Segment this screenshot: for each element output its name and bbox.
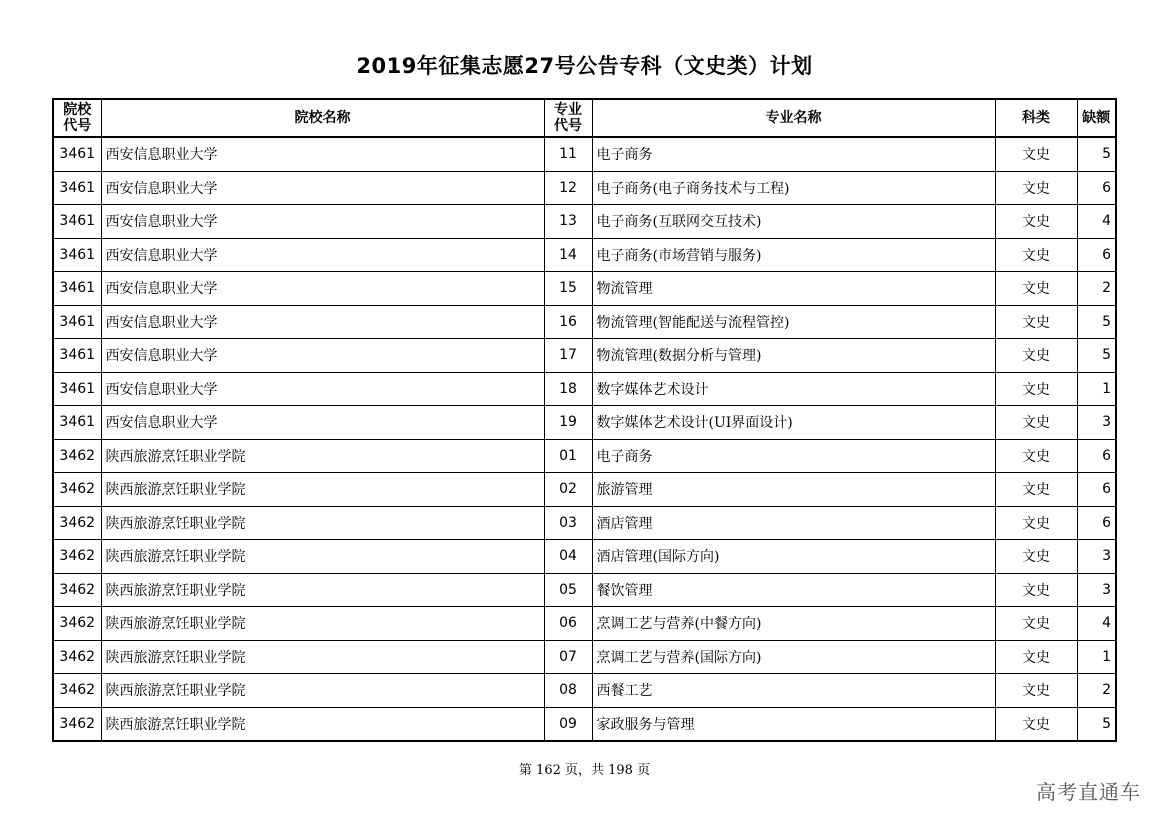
cell-school-name: 陕西旅游烹饪职业学院 — [101, 640, 544, 674]
cell-major-name: 旅游管理 — [592, 473, 995, 507]
cell-major-name: 家政服务与管理 — [592, 707, 995, 741]
table-row — [53, 238, 1116, 272]
cell-school-code: 3462 — [53, 674, 101, 708]
cell-school-name: 西安信息职业大学 — [101, 406, 544, 440]
cell-category: 文史 — [995, 406, 1077, 440]
cell-school-name: 西安信息职业大学 — [101, 137, 544, 171]
table-row — [53, 540, 1116, 574]
cell-school-code: 3462 — [53, 439, 101, 473]
table-row — [53, 305, 1116, 339]
cell-major-name: 酒店管理(国际方向) — [592, 540, 995, 574]
header-school-code: 院校 代号 — [53, 99, 101, 137]
cell-quota: 5 — [1077, 305, 1116, 339]
cell-quota: 3 — [1077, 406, 1116, 440]
cell-major-name: 数字媒体艺术设计(UI界面设计) — [592, 406, 995, 440]
cell-school-code: 3461 — [53, 339, 101, 373]
cell-school-name: 西安信息职业大学 — [101, 238, 544, 272]
table-row — [53, 406, 1116, 440]
cell-major-code: 07 — [544, 640, 592, 674]
table-row — [53, 640, 1116, 674]
cell-quota: 3 — [1077, 540, 1116, 574]
cell-school-name: 陕西旅游烹饪职业学院 — [101, 540, 544, 574]
cell-major-code: 18 — [544, 372, 592, 406]
cell-major-name: 餐饮管理 — [592, 573, 995, 607]
cell-category: 文史 — [995, 573, 1077, 607]
cell-category: 文史 — [995, 238, 1077, 272]
table-row — [53, 506, 1116, 540]
cell-school-code: 3462 — [53, 473, 101, 507]
cell-quota: 5 — [1077, 137, 1116, 171]
table-row — [53, 171, 1116, 205]
cell-school-code: 3462 — [53, 707, 101, 741]
table-body — [53, 137, 1116, 741]
cell-quota: 1 — [1077, 640, 1116, 674]
cell-major-name: 酒店管理 — [592, 506, 995, 540]
cell-major-code: 04 — [544, 540, 592, 574]
cell-major-code: 12 — [544, 171, 592, 205]
cell-category: 文史 — [995, 707, 1077, 741]
cell-major-code: 06 — [544, 607, 592, 641]
header-school-name: 院校名称 — [101, 99, 544, 137]
cell-school-name: 西安信息职业大学 — [101, 205, 544, 239]
table-row — [53, 707, 1116, 741]
table-row — [53, 473, 1116, 507]
cell-category: 文史 — [995, 171, 1077, 205]
cell-category: 文史 — [995, 272, 1077, 306]
cell-category: 文史 — [995, 473, 1077, 507]
cell-category: 文史 — [995, 372, 1077, 406]
page-footer: 第 162 页，共 198 页 — [518, 763, 651, 778]
cell-major-code: 08 — [544, 674, 592, 708]
cell-quota: 3 — [1077, 573, 1116, 607]
cell-category: 文史 — [995, 506, 1077, 540]
cell-major-name: 电子商务(互联网交互技术) — [592, 205, 995, 239]
cell-quota: 6 — [1077, 439, 1116, 473]
cell-major-name: 物流管理(数据分析与管理) — [592, 339, 995, 373]
cell-school-code: 3461 — [53, 137, 101, 171]
cell-school-code: 3462 — [53, 573, 101, 607]
cell-school-name: 西安信息职业大学 — [101, 272, 544, 306]
cell-quota: 6 — [1077, 171, 1116, 205]
table-row — [53, 573, 1116, 607]
cell-major-code: 13 — [544, 205, 592, 239]
cell-school-code: 3462 — [53, 640, 101, 674]
cell-major-code: 19 — [544, 406, 592, 440]
table-row — [53, 137, 1116, 171]
cell-school-code: 3461 — [53, 372, 101, 406]
cell-category: 文史 — [995, 305, 1077, 339]
cell-school-code: 3462 — [53, 506, 101, 540]
header-major-name: 专业名称 — [592, 99, 995, 137]
cell-school-code: 3461 — [53, 171, 101, 205]
table-row — [53, 272, 1116, 306]
cell-major-name: 西餐工艺 — [592, 674, 995, 708]
cell-school-code: 3461 — [53, 205, 101, 239]
cell-major-code: 03 — [544, 506, 592, 540]
cell-major-code: 17 — [544, 339, 592, 373]
cell-school-name: 陕西旅游烹饪职业学院 — [101, 674, 544, 708]
table-row — [53, 607, 1116, 641]
cell-major-code: 02 — [544, 473, 592, 507]
cell-school-name: 陕西旅游烹饪职业学院 — [101, 439, 544, 473]
cell-major-name: 物流管理 — [592, 272, 995, 306]
cell-school-name: 陕西旅游烹饪职业学院 — [101, 506, 544, 540]
cell-quota: 4 — [1077, 205, 1116, 239]
cell-quota: 2 — [1077, 674, 1116, 708]
cell-major-name: 电子商务 — [592, 439, 995, 473]
cell-major-name: 烹调工艺与营养(中餐方向) — [592, 607, 995, 641]
cell-quota: 1 — [1077, 372, 1116, 406]
cell-quota: 6 — [1077, 506, 1116, 540]
cell-major-code: 16 — [544, 305, 592, 339]
table-row — [53, 372, 1116, 406]
page-title: 2019年征集志愿27号公告专科（文史类）计划 — [356, 54, 813, 78]
cell-category: 文史 — [995, 607, 1077, 641]
cell-major-code: 05 — [544, 573, 592, 607]
cell-category: 文史 — [995, 674, 1077, 708]
cell-school-code: 3462 — [53, 607, 101, 641]
header-category: 科类 — [995, 99, 1077, 137]
cell-school-name: 陕西旅游烹饪职业学院 — [101, 707, 544, 741]
cell-major-name: 电子商务(市场营销与服务) — [592, 238, 995, 272]
cell-quota: 2 — [1077, 272, 1116, 306]
cell-school-name: 西安信息职业大学 — [101, 305, 544, 339]
cell-school-name: 陕西旅游烹饪职业学院 — [101, 573, 544, 607]
cell-category: 文史 — [995, 137, 1077, 171]
cell-category: 文史 — [995, 640, 1077, 674]
cell-major-name: 烹调工艺与营养(国际方向) — [592, 640, 995, 674]
header-quota: 缺额 — [1077, 99, 1116, 137]
cell-school-name: 西安信息职业大学 — [101, 171, 544, 205]
cell-major-name: 电子商务 — [592, 137, 995, 171]
watermark: 高考直通车 — [1036, 780, 1141, 804]
table-row — [53, 205, 1116, 239]
cell-school-name: 陕西旅游烹饪职业学院 — [101, 473, 544, 507]
table-row — [53, 339, 1116, 373]
cell-major-name: 数字媒体艺术设计 — [592, 372, 995, 406]
cell-quota: 5 — [1077, 339, 1116, 373]
cell-major-code: 11 — [544, 137, 592, 171]
cell-category: 文史 — [995, 439, 1077, 473]
cell-category: 文史 — [995, 339, 1077, 373]
enrollment-plan-table — [52, 98, 1117, 742]
cell-quota: 5 — [1077, 707, 1116, 741]
cell-school-code: 3462 — [53, 540, 101, 574]
cell-major-code: 15 — [544, 272, 592, 306]
cell-quota: 4 — [1077, 607, 1116, 641]
cell-major-code: 14 — [544, 238, 592, 272]
cell-quota: 6 — [1077, 473, 1116, 507]
cell-major-name: 电子商务(电子商务技术与工程) — [592, 171, 995, 205]
cell-category: 文史 — [995, 540, 1077, 574]
cell-school-name: 西安信息职业大学 — [101, 372, 544, 406]
cell-school-code: 3461 — [53, 406, 101, 440]
cell-school-code: 3461 — [53, 272, 101, 306]
cell-major-code: 09 — [544, 707, 592, 741]
cell-major-name: 物流管理(智能配送与流程管控) — [592, 305, 995, 339]
cell-major-code: 01 — [544, 439, 592, 473]
table-row — [53, 439, 1116, 473]
cell-school-name: 西安信息职业大学 — [101, 339, 544, 373]
cell-quota: 6 — [1077, 238, 1116, 272]
table-header-row — [53, 99, 1116, 137]
cell-school-code: 3461 — [53, 238, 101, 272]
header-major-code: 专业 代号 — [544, 99, 592, 137]
cell-school-code: 3461 — [53, 305, 101, 339]
cell-school-name: 陕西旅游烹饪职业学院 — [101, 607, 544, 641]
cell-category: 文史 — [995, 205, 1077, 239]
table-row — [53, 674, 1116, 708]
